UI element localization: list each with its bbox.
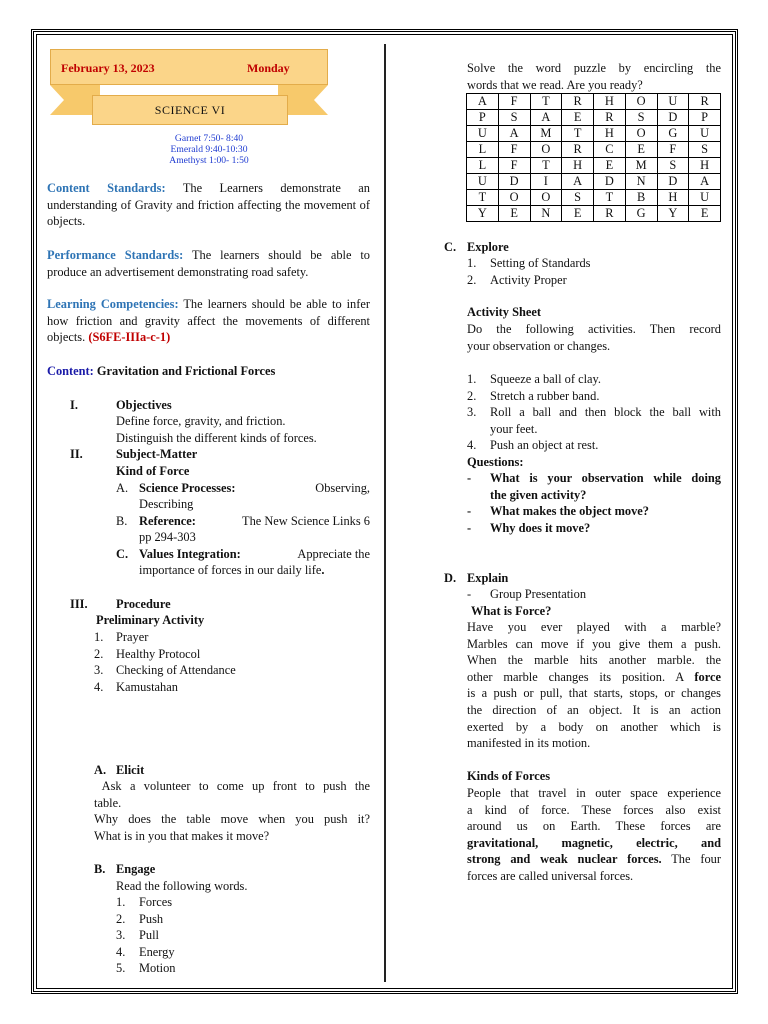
force-paragraph <box>467 619 721 752</box>
kinds-line: gravitational, magnetic, electric, and <box>467 835 721 850</box>
word-puzzle <box>466 93 721 222</box>
engage-intro: Read the following words. <box>116 879 248 893</box>
puzzle-cell[interactable]: H <box>562 158 594 174</box>
item-letter: C. <box>116 547 129 561</box>
procedure-subtitle: Preliminary Activity <box>96 613 205 627</box>
question-item: - What is your observation while doing <box>467 471 721 485</box>
header-banner <box>50 49 328 135</box>
elicit-label: A. <box>94 763 107 777</box>
learning-competencies-text: The learners should be able to infer how friction and gravity affect the movements of different objects. <box>47 297 371 345</box>
subject-matter-title: Subject-Matter <box>116 447 198 461</box>
explain-label: D. <box>444 571 457 585</box>
force-line <box>467 669 721 686</box>
puzzle-cell[interactable]: O <box>625 126 657 142</box>
values-integration-cont-text: importance of forces in our daily life <box>139 563 322 577</box>
activity-list <box>467 371 721 454</box>
elicit-line: Why does the table move when you push it? <box>94 812 370 827</box>
lesson-day: Monday <box>247 61 290 75</box>
force-line: Have you ever played with a marble? <box>467 620 721 634</box>
column-divider <box>384 44 386 982</box>
puzzle-cell[interactable]: R <box>594 206 626 222</box>
lesson-date: February 13, 2023 <box>61 61 155 75</box>
values-integration-cont <box>139 562 324 579</box>
list-item: 2. Stretch a rubber band. <box>467 388 600 403</box>
puzzle-row <box>467 190 721 206</box>
objective-line: Define force, gravity, and friction. <box>116 414 286 428</box>
puzzle-cell[interactable]: S <box>657 158 689 174</box>
puzzle-cell[interactable]: E <box>562 206 594 222</box>
puzzle-cell[interactable]: T <box>467 190 499 206</box>
performance-standards-label: Performance Standards: <box>47 248 184 262</box>
reference-cont: pp 294-303 <box>139 530 196 544</box>
subject-title: SCIENCE VI <box>92 95 288 125</box>
reference-text: The New Science Links 6 <box>242 514 370 528</box>
list-item-text: Prayer <box>116 630 149 644</box>
puzzle-cell[interactable]: S <box>498 110 530 126</box>
list-item-text: Energy <box>139 944 175 959</box>
puzzle-cell[interactable]: P <box>689 110 721 126</box>
puzzle-cell[interactable]: T <box>530 158 562 174</box>
procedure-list <box>94 629 236 695</box>
values-integration <box>139 546 370 563</box>
puzzle-cell[interactable]: Y <box>657 206 689 222</box>
list-item-text: Kamustahan <box>116 679 178 694</box>
puzzle-cell[interactable]: L <box>467 158 499 174</box>
puzzle-cell[interactable]: T <box>530 94 562 110</box>
puzzle-cell[interactable]: R <box>562 142 594 158</box>
reference-label: Reference: <box>139 514 196 528</box>
list-item: 1. Squeeze a ball of clay. <box>467 372 602 386</box>
puzzle-row <box>467 94 721 110</box>
puzzle-cell[interactable]: E <box>594 158 626 174</box>
force-line: manifested in its motion. <box>467 736 591 751</box>
list-item-text: your feet. <box>490 421 538 436</box>
class-schedule <box>150 133 268 167</box>
elicit-line: table. <box>94 795 122 810</box>
puzzle-cell[interactable]: B <box>625 190 657 206</box>
puzzle-cell[interactable]: U <box>689 126 721 142</box>
values-integration-period: . <box>321 563 325 577</box>
science-processes-cont: Describing <box>139 497 194 511</box>
question-text: Why does it move? <box>490 520 591 535</box>
list-item-text: Roll a ball and then block the ball with <box>490 405 721 420</box>
competency-code: (S6FE-IIIa-c-1) <box>88 330 171 345</box>
puzzle-cell[interactable]: H <box>594 126 626 142</box>
puzzle-cell[interactable]: M <box>625 158 657 174</box>
list-item-text: Checking of Attendance <box>116 663 236 678</box>
list-item-text: Forces <box>139 895 173 909</box>
ribbon-top <box>50 49 328 85</box>
kinds-line: People that travel in outer space experience <box>467 786 721 800</box>
puzzle-cell[interactable]: T <box>594 190 626 206</box>
question-item: - Why does it move? <box>467 520 591 535</box>
force-line: When the marble hits another marble. the <box>467 653 721 668</box>
puzzle-cell[interactable]: A <box>562 174 594 190</box>
puzzle-cell[interactable]: G <box>657 126 689 142</box>
puzzle-cell[interactable]: E <box>498 206 530 222</box>
engage-label: B. <box>94 862 106 876</box>
elicit-text <box>94 778 370 844</box>
procedure-title: Procedure <box>116 597 171 611</box>
list-item-text: Push an object at rest. <box>490 438 599 453</box>
activity-sheet-title: Activity Sheet <box>467 305 541 319</box>
elicit-line: What is in you that makes it move? <box>94 828 270 843</box>
questions-label: Questions: <box>467 455 524 469</box>
puzzle-cell[interactable]: R <box>689 94 721 110</box>
puzzle-cell[interactable]: P <box>467 110 499 126</box>
puzzle-cell[interactable]: S <box>689 142 721 158</box>
list-item: 2. Healthy Protocol <box>94 646 201 661</box>
force-line: Marbles can move if you give them a push. <box>467 636 721 651</box>
puzzle-cell[interactable]: D <box>498 174 530 190</box>
activity-sheet-line: Do the following activities. Then record <box>467 322 721 336</box>
subject-matter-subtitle: Kind of Force <box>116 464 190 478</box>
list-item-text: Activity Proper <box>490 272 567 287</box>
puzzle-cell[interactable]: G <box>625 206 657 222</box>
puzzle-cell[interactable]: F <box>657 142 689 158</box>
puzzle-cell[interactable]: F <box>498 158 530 174</box>
question-item: - What makes the object move? <box>467 504 649 519</box>
puzzle-cell[interactable]: O <box>625 94 657 110</box>
puzzle-cell[interactable]: O <box>530 142 562 158</box>
puzzle-cell[interactable]: I <box>530 174 562 190</box>
explore-title: Explore <box>467 240 509 254</box>
force-line-text: other marble changes its position. A <box>467 669 695 684</box>
puzzle-row <box>467 126 721 142</box>
puzzle-intro-line: Solve the word puzzle by encircling the <box>467 61 721 75</box>
list-item: 2. Activity Proper <box>467 272 567 287</box>
content-standards-label: Content Standards: <box>47 181 166 195</box>
explain-bullet: - Group Presentation <box>467 587 587 601</box>
force-title: What is Force? <box>471 604 552 618</box>
puzzle-cell[interactable]: H <box>594 94 626 110</box>
kinds-line-text: The four <box>661 852 721 867</box>
list-item: 3. Roll a ball and then block the ball with <box>467 405 721 420</box>
item-letter: A. <box>116 481 129 495</box>
kinds-line <box>467 851 721 868</box>
list-item: 1. Setting of Standards <box>467 256 591 270</box>
force-line: the direction of an object. It is an action <box>467 702 721 717</box>
list-item-text: Stretch a rubber band. <box>490 388 600 403</box>
force-keyword: force <box>694 669 721 684</box>
elicit-line: Ask a volunteer to come up front to push the <box>94 779 370 793</box>
puzzle-cell[interactable]: E <box>625 142 657 158</box>
puzzle-cell[interactable]: U <box>467 126 499 142</box>
puzzle-cell[interactable]: F <box>498 142 530 158</box>
question-item-cont <box>467 487 721 504</box>
puzzle-cell[interactable]: Y <box>467 206 499 222</box>
puzzle-cell[interactable]: D <box>657 174 689 190</box>
question-text: What makes the object move? <box>490 504 649 519</box>
puzzle-cell[interactable]: F <box>498 94 530 110</box>
list-item-text: Motion <box>139 961 176 976</box>
procedure-number: III. <box>70 597 88 611</box>
objectives-number: I. <box>70 398 78 412</box>
science-processes-text: Observing, <box>315 481 370 495</box>
list-item: 4. Kamustahan <box>94 679 178 694</box>
activity-sheet-line: your observation or changes. <box>467 338 611 353</box>
puzzle-cell[interactable]: U <box>689 190 721 206</box>
list-item-cont <box>467 421 721 438</box>
list-item: 3. Checking of Attendance <box>94 663 236 678</box>
puzzle-row <box>467 158 721 174</box>
puzzle-cell[interactable]: S <box>562 190 594 206</box>
puzzle-cell[interactable]: D <box>657 110 689 126</box>
puzzle-intro-line: words that we read. Are you ready? <box>467 77 643 92</box>
puzzle-cell[interactable]: A <box>689 174 721 190</box>
performance-standards-text: The learners should be able to produce an advertisement demonstrating road safety. <box>47 248 371 279</box>
performance-standards <box>47 247 370 280</box>
puzzle-cell[interactable]: H <box>657 190 689 206</box>
activity-sheet-text <box>467 321 721 354</box>
puzzle-cell[interactable]: M <box>530 126 562 142</box>
values-integration-label: Values Integration: <box>139 547 241 561</box>
puzzle-row <box>467 174 721 190</box>
content-standards-text: The Learners demonstrate an understanding of Gravity and friction affecting the movement of objects. <box>47 181 370 229</box>
learning-competencies-label: Learning Competencies: <box>47 297 179 311</box>
science-processes <box>139 480 370 497</box>
puzzle-cell[interactable]: E <box>689 206 721 222</box>
list-item-text: Healthy Protocol <box>116 646 201 661</box>
list-item: 2. Push <box>116 911 164 926</box>
puzzle-row <box>467 142 721 158</box>
science-processes-label: Science Processes: <box>139 481 236 495</box>
force-line: exerted by a body on another which is <box>467 719 721 734</box>
kinds-of-forces-title: Kinds of Forces <box>467 769 551 783</box>
reference <box>139 513 370 530</box>
schedule-line: Emerald 9:40-10:30 <box>170 144 248 156</box>
puzzle-cell[interactable]: O <box>498 190 530 206</box>
puzzle-intro <box>467 60 721 93</box>
list-item: 1. Forces <box>116 895 173 909</box>
puzzle-cell[interactable]: T <box>562 126 594 142</box>
question-text: the given activity? <box>490 487 587 502</box>
puzzle-cell[interactable]: R <box>594 110 626 126</box>
force-line: is a push or pull, that starts, stops, or changes <box>467 686 721 701</box>
list-item-text: Pull <box>139 928 159 943</box>
puzzle-cell[interactable]: H <box>689 158 721 174</box>
puzzle-cell[interactable]: U <box>657 94 689 110</box>
puzzle-cell[interactable]: A <box>498 126 530 142</box>
objectives-title: Objectives <box>116 398 172 412</box>
kinds-line: around us on Earth. These forces are <box>467 819 721 834</box>
puzzle-cell[interactable]: S <box>625 110 657 126</box>
puzzle-cell[interactable]: N <box>530 206 562 222</box>
list-item-text: Push <box>139 911 164 926</box>
schedule-line: Amethyst 1:00- 1:50 <box>169 155 249 167</box>
list-item-text: Setting of Standards <box>490 256 591 270</box>
explain-title: Explain <box>467 571 509 585</box>
list-item: 4. Energy <box>116 944 175 959</box>
list-item: 4. Push an object at rest. <box>467 438 599 453</box>
puzzle-cell[interactable]: C <box>594 142 626 158</box>
puzzle-cell[interactable]: U <box>467 174 499 190</box>
puzzle-cell[interactable]: E <box>562 110 594 126</box>
elicit-title: Elicit <box>116 763 145 777</box>
list-item-text: Squeeze a ball of clay. <box>490 372 602 386</box>
content-topic <box>47 363 370 380</box>
kinds-of-forces-paragraph <box>467 785 721 885</box>
questions-list <box>467 470 721 536</box>
puzzle-cell[interactable]: L <box>467 142 499 158</box>
puzzle-row <box>467 206 721 222</box>
puzzle-cell[interactable]: R <box>562 94 594 110</box>
kinds-line: a kind of force. These forces also exist <box>467 802 721 817</box>
puzzle-cell[interactable]: N <box>625 174 657 190</box>
item-letter: B. <box>116 514 128 528</box>
list-item: 3. Pull <box>116 928 159 943</box>
puzzle-cell[interactable]: O <box>530 190 562 206</box>
kinds-line: forces are called universal forces. <box>467 868 634 883</box>
learning-competencies <box>47 296 370 346</box>
engage-title: Engage <box>116 862 156 876</box>
explore-label: C. <box>444 240 457 254</box>
puzzle-cell[interactable]: A <box>467 94 499 110</box>
puzzle-cell[interactable]: A <box>530 110 562 126</box>
question-text: What is your observation while doing <box>490 471 721 485</box>
list-item: 1. Prayer <box>94 630 149 644</box>
subject-matter-number: II. <box>70 447 83 461</box>
engage-word-list <box>116 894 176 977</box>
explore-list <box>467 255 591 288</box>
objective-line: Distinguish the different kinds of forces. <box>116 431 317 445</box>
puzzle-row <box>467 110 721 126</box>
content-standards <box>47 180 370 230</box>
content-topic-text: Gravitation and Frictional Forces <box>96 364 276 378</box>
values-integration-text: Appreciate the <box>297 547 370 561</box>
list-item: 5. Motion <box>116 961 176 976</box>
kinds-keyword: strong and weak nuclear forces. <box>467 852 662 867</box>
explain-bullet-text: Group Presentation <box>490 587 587 601</box>
puzzle-cell[interactable]: D <box>594 174 626 190</box>
content-topic-label: Content: <box>47 364 94 378</box>
schedule-line: Garnet 7:50- 8:40 <box>174 133 244 144</box>
